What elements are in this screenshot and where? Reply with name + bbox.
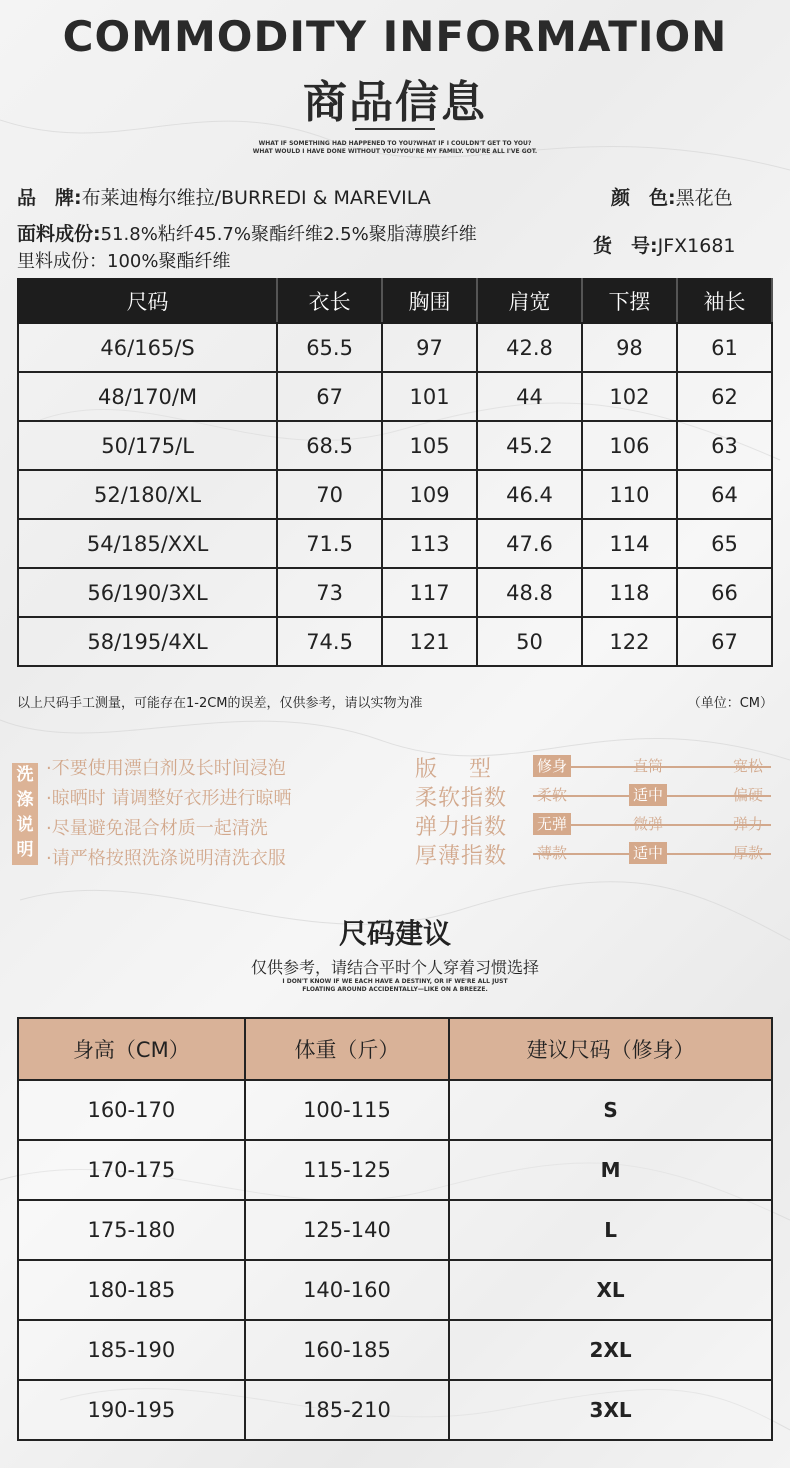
wash-instructions-label — [12, 763, 38, 865]
wash-label-char: 说 — [16, 815, 34, 835]
list-item: ·不要使用漂白剂及长时间浸泡 — [46, 758, 286, 779]
table-row — [18, 1380, 772, 1440]
feature-elasticity — [415, 810, 775, 840]
table-row — [18, 1140, 772, 1200]
feature-option: 宽松 — [733, 757, 764, 775]
table-cell: 117 — [382, 568, 477, 617]
table-row — [18, 421, 772, 470]
table-row — [18, 519, 772, 568]
table-cell: S — [449, 1080, 772, 1140]
feature-label: 厚薄指数 — [415, 844, 508, 869]
table-cell: 100-115 — [245, 1080, 450, 1140]
table-cell: 115-125 — [245, 1140, 450, 1200]
table-cell: 118 — [582, 568, 677, 617]
item-number-row — [593, 231, 736, 258]
header-hem: 下摆 — [582, 279, 677, 323]
table-cell: 47.6 — [477, 519, 582, 568]
measurement-note: 以上尺码手工测量，可能存在1-2CM的误差，仅供参考，请以实物为准 — [17, 696, 423, 711]
wash-label-char: 涤 — [16, 790, 34, 810]
table-cell: 122 — [582, 617, 677, 666]
advice-tagline-1: I DON'T KNOW IF WE EACH HAVE A DESTINY, OR IF WE'RE ALL JUST — [282, 978, 508, 985]
item-number-value: JFX1681 — [657, 235, 736, 257]
feature-option: 直筒 — [633, 757, 664, 775]
table-row — [18, 1320, 772, 1380]
table-row — [18, 470, 772, 519]
table-cell: 106 — [582, 421, 677, 470]
table-cell: 97 — [382, 323, 477, 372]
feature-option-selected: 无弹 — [533, 813, 571, 835]
table-cell: 73 — [277, 568, 382, 617]
table-cell: 105 — [382, 421, 477, 470]
table-cell: XL — [449, 1260, 772, 1320]
feature-option: 厚款 — [733, 844, 764, 862]
color-value: 黑花色 — [675, 187, 733, 209]
header-size: 尺码 — [18, 279, 277, 323]
table-cell: M — [449, 1140, 772, 1200]
table-cell: 170-175 — [18, 1140, 245, 1200]
advice-tagline-2: FLOATING AROUND ACCIDENTALLY—LIKE ON A BREEZE. — [302, 986, 488, 993]
list-item: ·尽量避免混合材质一起清洗 — [46, 818, 268, 839]
table-cell: 3XL — [449, 1380, 772, 1440]
feature-softness — [415, 781, 775, 811]
table-row — [18, 617, 772, 666]
feature-option: 薄款 — [537, 844, 568, 862]
table-row — [18, 568, 772, 617]
table-cell: 52/180/XL — [18, 470, 277, 519]
table-cell: 42.8 — [477, 323, 582, 372]
feature-option: 弹力 — [733, 815, 764, 833]
table-cell: 50/175/L — [18, 421, 277, 470]
table-cell: 48/170/M — [18, 372, 277, 421]
color-row — [611, 183, 733, 210]
table-cell: 109 — [382, 470, 477, 519]
table-cell: L — [449, 1200, 772, 1260]
list-item: ·晾晒时 请调整好衣形进行晾晒 — [46, 788, 292, 809]
color-label: 颜 色: — [611, 187, 676, 209]
feature-label: 柔软指数 — [415, 786, 508, 811]
feature-option: 偏硬 — [733, 786, 764, 804]
table-cell: 114 — [582, 519, 677, 568]
table-cell: 45.2 — [477, 421, 582, 470]
table-cell: 44 — [477, 372, 582, 421]
table-cell: 74.5 — [277, 617, 382, 666]
header-chest: 胸围 — [382, 279, 477, 323]
list-item: ·请严格按照洗涤说明清洗衣服 — [46, 848, 286, 869]
table-row — [18, 372, 772, 421]
unit-note: （单位：CM） — [687, 696, 773, 711]
fabric-label: 面料成份: — [17, 223, 101, 245]
item-number-label: 货 号: — [593, 235, 658, 257]
table-cell: 180-185 — [18, 1260, 245, 1320]
brand-row — [17, 183, 431, 210]
fabric-value: 51.8%粘纤45.7%聚酯纤维2.5%聚脂薄膜纤维 — [100, 224, 477, 245]
size-chart-table — [17, 278, 773, 667]
table-cell: 68.5 — [277, 421, 382, 470]
table-row — [18, 1260, 772, 1320]
wash-instructions-list — [46, 754, 291, 874]
table-cell: 185-210 — [245, 1380, 450, 1440]
table-cell: 56/190/3XL — [18, 568, 277, 617]
header-weight: 体重（斤） — [245, 1018, 450, 1080]
table-cell: 185-190 — [18, 1320, 245, 1380]
table-cell: 62 — [677, 372, 772, 421]
table-cell: 54/185/XXL — [18, 519, 277, 568]
feature-thickness — [415, 839, 775, 869]
header-height: 身高（CM） — [18, 1018, 245, 1080]
table-cell: 58/195/4XL — [18, 617, 277, 666]
fabric-row — [17, 219, 477, 246]
table-cell: 65 — [677, 519, 772, 568]
size-advice-title: 尺码建议 — [338, 917, 451, 950]
feature-option: 微弹 — [633, 815, 664, 833]
table-cell: 125-140 — [245, 1200, 450, 1260]
table-cell: 113 — [382, 519, 477, 568]
table-cell: 71.5 — [277, 519, 382, 568]
table-cell: 67 — [677, 617, 772, 666]
table-cell: 50 — [477, 617, 582, 666]
table-cell: 64 — [677, 470, 772, 519]
brand-label: 品 牌: — [17, 187, 82, 209]
wash-label-char: 洗 — [16, 765, 34, 785]
table-cell: 70 — [277, 470, 382, 519]
feature-option: 柔软 — [537, 786, 568, 804]
feature-option-selected: 适中 — [629, 842, 667, 864]
table-cell: 98 — [582, 323, 677, 372]
table-cell: 61 — [677, 323, 772, 372]
table-cell: 190-195 — [18, 1380, 245, 1440]
table-cell: 67 — [277, 372, 382, 421]
table-cell: 102 — [582, 372, 677, 421]
feature-label: 版 型 — [415, 757, 492, 782]
table-cell: 175-180 — [18, 1200, 245, 1260]
table-cell: 48.8 — [477, 568, 582, 617]
table-cell: 65.5 — [277, 323, 382, 372]
table-cell: 160-185 — [245, 1320, 450, 1380]
advice-header — [18, 1018, 772, 1080]
table-row — [18, 1200, 772, 1260]
title-english: COMMODITY INFORMATION — [62, 12, 728, 61]
header-length: 衣长 — [277, 279, 382, 323]
header-shoulder: 肩宽 — [477, 279, 582, 323]
brand-value: 布莱迪梅尔维拉/BURREDI & MAREVILA — [81, 187, 431, 209]
tagline-line-2: WHAT WOULD I HAVE DONE WITHOUT YOU?YOU'RE MY FAMILY. YOU'RE ALL I'VE GOT. — [252, 148, 538, 155]
feature-label: 弹力指数 — [415, 815, 508, 840]
table-cell: 63 — [677, 421, 772, 470]
table-cell: 46.4 — [477, 470, 582, 519]
feature-fit — [415, 752, 775, 782]
title-chinese: 商品信息 — [303, 77, 487, 128]
feature-option-selected: 适中 — [629, 784, 667, 806]
header-suggested-size: 建议尺码（修身） — [449, 1018, 772, 1080]
tagline-line-1: WHAT IF SOMETHING HAD HAPPENED TO YOU?WHAT IF I COULDN'T GET TO YOU? — [258, 140, 532, 147]
table-cell: 101 — [382, 372, 477, 421]
table-cell: 121 — [382, 617, 477, 666]
size-chart-header — [18, 279, 772, 323]
lining-row: 里料成份：100%聚酯纤维 — [17, 251, 231, 272]
table-cell: 110 — [582, 470, 677, 519]
size-advice-table — [17, 1017, 773, 1441]
table-cell: 46/165/S — [18, 323, 277, 372]
table-cell: 140-160 — [245, 1260, 450, 1320]
table-cell: 160-170 — [18, 1080, 245, 1140]
feature-option-selected: 修身 — [533, 755, 571, 777]
table-row — [18, 1080, 772, 1140]
title-divider — [355, 128, 435, 130]
size-advice-subtitle: 仅供参考，请结合平时个人穿着习惯选择 — [250, 958, 539, 977]
table-row — [18, 323, 772, 372]
wash-label-char: 明 — [16, 840, 34, 860]
table-cell: 2XL — [449, 1320, 772, 1380]
header-sleeve: 袖长 — [677, 279, 772, 323]
table-cell: 66 — [677, 568, 772, 617]
